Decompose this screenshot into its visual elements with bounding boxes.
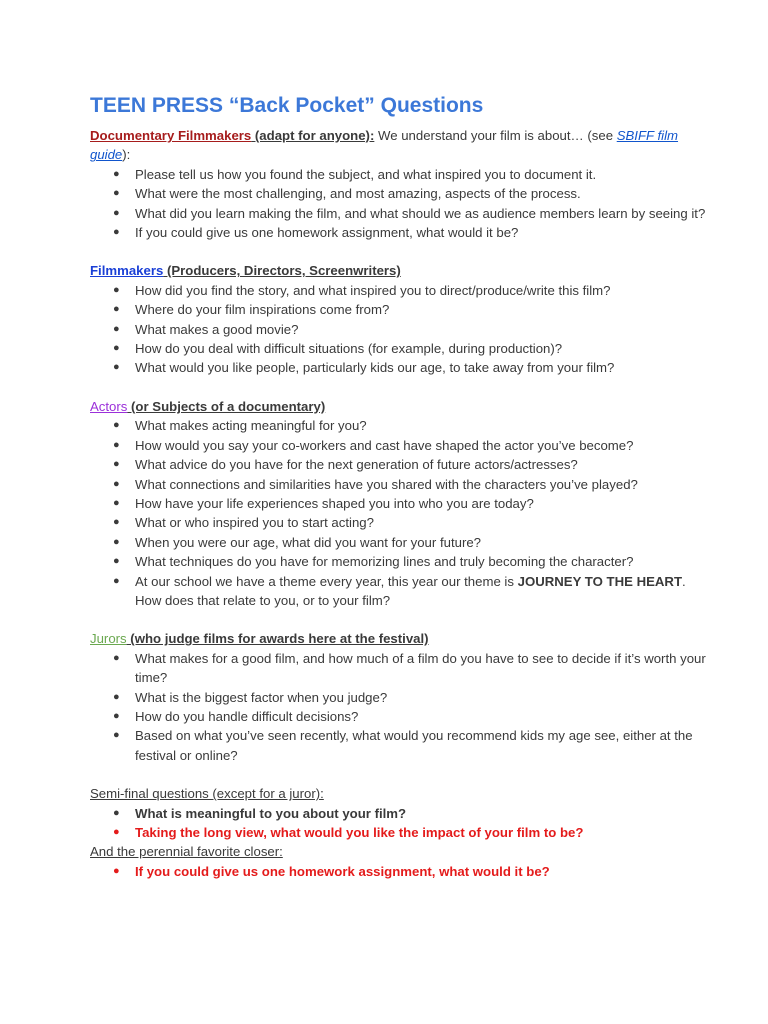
list-item bbox=[113, 494, 708, 513]
question-text: Taking the long view, what would you like the impact of your film to be? bbox=[135, 825, 584, 840]
question-text: What makes for a good film, and how much of a film do you have to see to decide if it’s worth your time? bbox=[135, 650, 706, 686]
list-item bbox=[113, 533, 708, 552]
bullet-icon: ● bbox=[113, 303, 120, 316]
question-text-end: . How does that relate to you, or to your film? bbox=[135, 573, 686, 608]
page-title: TEEN PRESS “Back Pocket” Questions bbox=[90, 94, 484, 117]
documentary-intro-text: We understand your film is about… (see bbox=[374, 128, 617, 143]
bullet-icon: ● bbox=[113, 477, 120, 490]
filmmakers-qualifier: (Producers, Directors, Screenwriters) bbox=[163, 263, 401, 279]
question-text: If you could give us one homework assignment, what would it be? bbox=[135, 225, 519, 241]
bullet-icon: ● bbox=[113, 496, 120, 509]
list-item bbox=[113, 223, 708, 242]
actors-question-list bbox=[90, 416, 708, 610]
list-item bbox=[113, 320, 708, 339]
semifinal-heading: Semi-final questions (except for a juror): bbox=[90, 786, 324, 802]
bullet-icon: ● bbox=[113, 574, 120, 587]
question-text: Please tell us how you found the subject, and what inspired you to document it. bbox=[135, 166, 597, 182]
list-item bbox=[113, 649, 708, 688]
bullet-icon: ● bbox=[113, 167, 120, 180]
question-text: If you could give us one homework assignment, what would it be? bbox=[135, 863, 550, 879]
actors-heading: Actors bbox=[90, 398, 128, 414]
question-text: How do you handle difficult decisions? bbox=[135, 708, 359, 724]
question-text: How did you find the story, and what inspired you to direct/produce/write this film? bbox=[135, 282, 611, 298]
question-text: What or who inspired you to start acting? bbox=[135, 515, 374, 531]
documentary-qualifier: (adapt for anyone): bbox=[251, 128, 375, 143]
bullet-icon: ● bbox=[113, 438, 120, 451]
bullet-icon: ● bbox=[113, 283, 120, 296]
list-item bbox=[113, 572, 708, 611]
jurors-heading-line bbox=[90, 629, 708, 648]
bullet-icon: ● bbox=[113, 651, 120, 664]
bullet-icon: ● bbox=[113, 226, 120, 239]
bullet-icon: ● bbox=[113, 516, 120, 529]
question-text: What connections and similarities have you shared with the characters you’ve played? bbox=[135, 476, 638, 492]
section-jurors bbox=[90, 629, 708, 765]
section-filmmakers bbox=[90, 261, 708, 377]
bullet-icon: ● bbox=[113, 187, 120, 200]
bullet-icon: ● bbox=[113, 555, 120, 568]
documentary-intro bbox=[90, 126, 708, 165]
actors-heading-line bbox=[90, 397, 708, 416]
jurors-question-list bbox=[90, 649, 708, 765]
question-text: What techniques do you have for memorizing lines and truly becoming the character? bbox=[135, 554, 634, 570]
semifinal-question-list bbox=[90, 804, 708, 843]
semifinal-heading-line bbox=[90, 784, 708, 803]
list-item bbox=[113, 416, 708, 435]
closer-heading-line bbox=[90, 842, 708, 861]
bullet-icon: ● bbox=[113, 729, 120, 742]
bullet-icon: ● bbox=[113, 458, 120, 471]
list-item bbox=[113, 281, 708, 300]
question-text: What makes acting meaningful for you? bbox=[135, 418, 367, 434]
bullet-icon: ● bbox=[113, 322, 120, 335]
bullet-icon: ● bbox=[113, 709, 120, 722]
list-item bbox=[113, 726, 708, 765]
section-semifinal bbox=[90, 784, 708, 842]
question-text: At our school we have a theme every year, this year our theme is bbox=[135, 573, 518, 589]
theme-text: JOURNEY TO THE HEART bbox=[517, 573, 683, 589]
sbiff-film-guide-link[interactable]: SBIFF film guide bbox=[90, 128, 679, 163]
question-text: How do you deal with difficult situations (for example, during production)? bbox=[135, 341, 563, 357]
closer-heading: And the perennial favorite closer: bbox=[90, 844, 283, 860]
list-item bbox=[113, 436, 708, 455]
question-text: When you were our age, what did you want for your future? bbox=[135, 534, 481, 550]
question-text: How would you say your co-workers and cast have shaped the actor you’ve become? bbox=[135, 437, 634, 453]
documentary-question-list bbox=[90, 165, 708, 243]
closer-question-list bbox=[90, 862, 708, 881]
bullet-icon: ● bbox=[113, 342, 120, 355]
filmmakers-heading-line bbox=[90, 261, 708, 280]
list-item bbox=[113, 184, 708, 203]
filmmakers-question-list bbox=[90, 281, 708, 378]
question-text: Where do your film inspirations come from? bbox=[135, 302, 390, 318]
bullet-icon: ● bbox=[113, 826, 120, 838]
bullet-icon: ● bbox=[113, 864, 120, 877]
list-item bbox=[113, 804, 708, 823]
question-text: Based on what you’ve seen recently, what would you recommend kids my age see, either at the festival or online? bbox=[135, 728, 693, 763]
jurors-heading: Jurors bbox=[90, 631, 127, 647]
bullet-icon: ● bbox=[113, 206, 120, 219]
question-text: How have your life experiences shaped you into who you are today? bbox=[135, 495, 534, 511]
actors-qualifier: (or Subjects of a documentary) bbox=[127, 398, 326, 414]
documentary-intro-end: ): bbox=[122, 147, 131, 163]
question-text: What makes a good movie? bbox=[135, 321, 299, 337]
list-item bbox=[113, 339, 708, 358]
list-item bbox=[113, 204, 708, 223]
list-item bbox=[113, 707, 708, 726]
question-text: What advice do you have for the next generation of future actors/actresses? bbox=[135, 457, 578, 473]
filmmakers-heading: Filmmakers bbox=[90, 263, 164, 279]
list-item bbox=[113, 552, 708, 571]
bullet-icon: ● bbox=[113, 361, 120, 374]
list-item bbox=[113, 165, 708, 184]
list-item bbox=[113, 455, 708, 474]
documentary-heading: Documentary Filmmakers bbox=[90, 128, 252, 143]
section-closer bbox=[90, 842, 708, 881]
question-text: What did you learn making the film, and what should we as audience members learn by seeing it? bbox=[135, 205, 706, 221]
list-item bbox=[113, 823, 708, 842]
question-text: What is meaningful to you about your film? bbox=[135, 805, 407, 821]
list-item bbox=[113, 862, 708, 881]
section-documentary bbox=[90, 126, 708, 242]
list-item bbox=[113, 475, 708, 494]
question-text: What were the most challenging, and most amazing, aspects of the process. bbox=[135, 186, 581, 202]
bullet-icon: ● bbox=[113, 419, 120, 432]
list-item bbox=[113, 513, 708, 532]
section-actors bbox=[90, 397, 708, 610]
bullet-icon: ● bbox=[113, 535, 120, 548]
question-text: What is the biggest factor when you judge? bbox=[135, 689, 388, 705]
list-item bbox=[113, 358, 708, 377]
list-item bbox=[113, 300, 708, 319]
bullet-icon: ● bbox=[113, 806, 120, 819]
jurors-qualifier: (who judge films for awards here at the festival) bbox=[126, 631, 429, 647]
bullet-icon: ● bbox=[113, 690, 120, 703]
list-item bbox=[113, 688, 708, 707]
question-text: What would you like people, particularly kids our age, to take away from your film? bbox=[135, 360, 615, 376]
